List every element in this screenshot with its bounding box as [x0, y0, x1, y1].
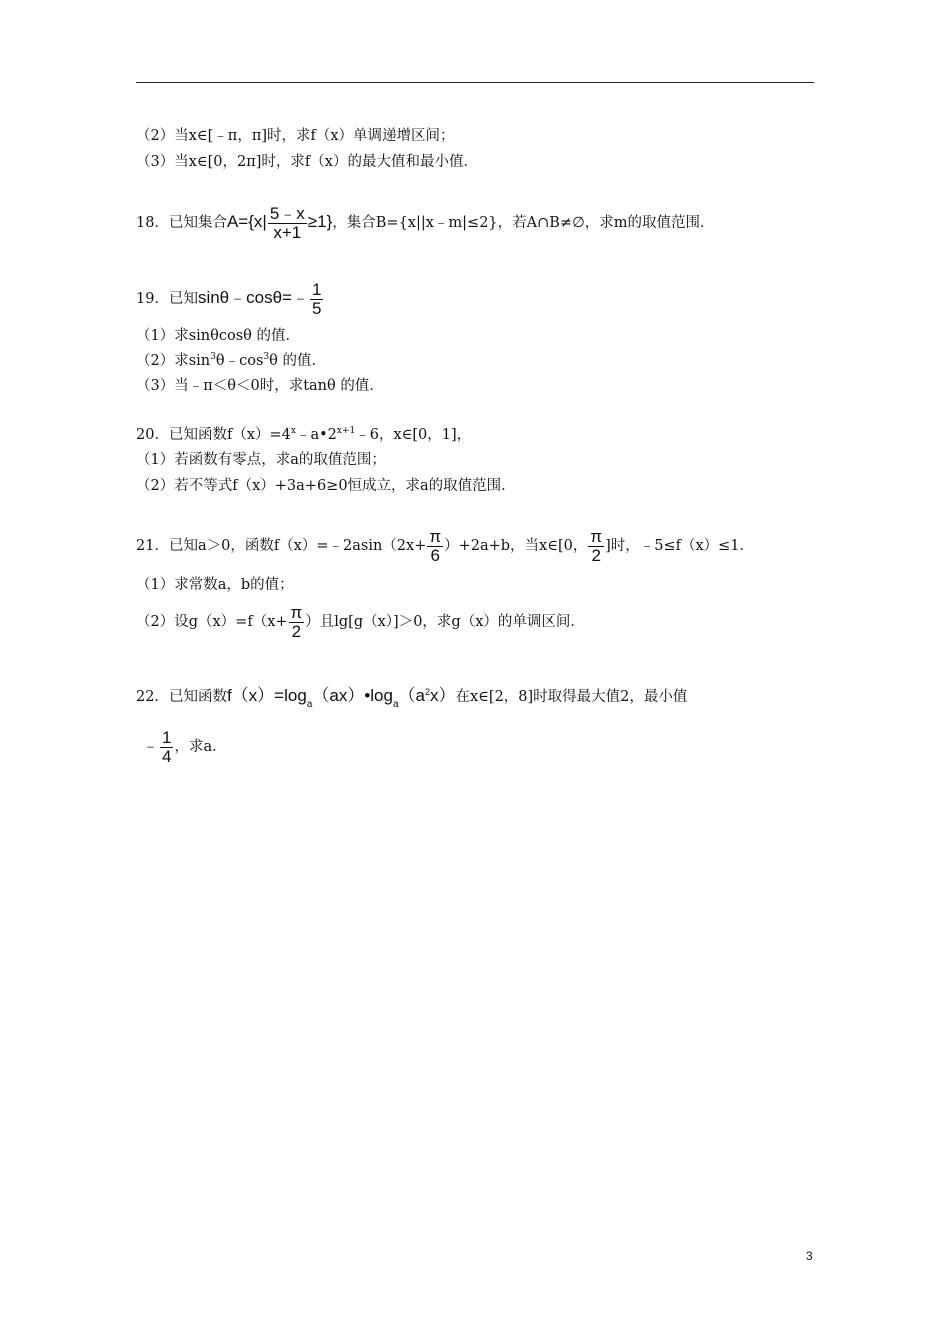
q21-frac1-num: π	[429, 526, 442, 546]
q21-stem-a: 21．已知a＞0，函数f（x）=﹣2asin（2x+	[136, 538, 427, 554]
q21-frac1-den: 6	[430, 545, 440, 565]
q19-part2-a: （2）求sin	[136, 353, 211, 369]
q22-line2	[142, 724, 227, 769]
q22-sub2: a	[392, 699, 399, 710]
q19-part2-sup2: 3	[263, 352, 270, 362]
q20-stem-c: ﹣6，x∈[0，1]，	[355, 427, 472, 443]
q18-fraction	[268, 205, 307, 242]
q19-frac-num: 1	[311, 279, 322, 299]
q20-stem-b: ﹣a•2	[295, 427, 337, 443]
q18-prefix: 18．已知集合	[136, 215, 227, 231]
q20-part2: （2）若不等式f（x）+3a+6≥0恒成立，求a的取值范围．	[136, 478, 516, 494]
q18-set-close: ≥1}	[307, 212, 333, 231]
page-number: 3	[806, 1249, 813, 1263]
q21-part2-fraction	[289, 604, 305, 641]
q22-expr-c: （a	[398, 686, 425, 705]
q19-expr: sinθ﹣cosθ=﹣	[197, 288, 309, 307]
q19-fraction	[310, 281, 323, 318]
q20-sup1: x	[290, 426, 296, 436]
q21-stem-c: ]时，﹣5≤f（x）≤1．	[605, 538, 755, 554]
q19-frac-den: 5	[311, 298, 322, 318]
q19-part1: （1）求sinθcosθ 的值．	[136, 328, 301, 344]
q21-part2-b: ）且lg[g（x）]＞0，求g（x）的单调区间．	[305, 614, 585, 630]
q22-stem	[136, 686, 687, 709]
q22-expr-a: f（x）=log	[226, 686, 307, 705]
q18-set-open: A={x|	[226, 212, 267, 231]
q21-part2-frac-den: 2	[291, 621, 302, 641]
q21-fraction-1	[427, 528, 443, 565]
q21-stem-b: ）+2a+b，当x∈[0，	[444, 538, 588, 554]
q20-stem	[136, 425, 471, 447]
q22-sup: 2	[424, 687, 430, 697]
q21-frac2-num: π	[590, 526, 603, 546]
q22-minus: ﹣	[142, 736, 159, 755]
q22-suffix: 在x∈[2，8]时取得最大值2，最小值	[455, 689, 688, 705]
q19-part2-sup1: 3	[210, 352, 216, 362]
q21-part2	[136, 602, 585, 642]
q22-frac-num: 1	[162, 727, 172, 747]
q18-frac-den: x+1	[273, 222, 302, 242]
header-rule	[136, 82, 814, 83]
q20-stem-a: 20．已知函数f（x）=4	[136, 427, 291, 443]
q21-stem	[136, 526, 754, 566]
q19-part2-b: θ﹣cos	[215, 353, 264, 369]
q19-stem	[136, 278, 324, 319]
q17-part2: （2）当x∈[﹣π，π]时，求f（x）单调递增区间；	[136, 128, 455, 144]
q19-part2	[136, 351, 326, 373]
q21-frac2-den: 2	[591, 545, 601, 565]
q19-prefix: 19．已知	[136, 291, 198, 307]
q18-stem	[136, 202, 714, 243]
q20-sup2: x+1	[336, 426, 356, 436]
q22-line2-suffix: ，求a．	[174, 739, 227, 755]
q22-expr-b: （ax）•log	[312, 686, 393, 705]
q20-part1: （1）若函数有零点，求a的取值范围；	[136, 452, 386, 468]
q22-expr-d: x）	[430, 686, 456, 705]
q18-frac-num: 5﹣x	[269, 203, 305, 223]
q21-part2-frac-num: π	[290, 602, 303, 622]
q19-part2-c: θ 的值．	[269, 353, 326, 369]
q21-part2-a: （2）设g（x）=f（x+	[136, 614, 288, 630]
q18-suffix: ，集合B={x||x﹣m|≤2}，若A∩B≠∅，求m的取值范围．	[332, 215, 715, 231]
q22-sub1: a	[306, 699, 313, 710]
q22-fraction	[160, 729, 173, 766]
q19-part3: （3）当﹣π＜θ＜0时，求tanθ 的值．	[136, 378, 384, 394]
q22-prefix: 22．已知函数	[136, 689, 227, 705]
q21-fraction-2	[588, 528, 604, 565]
q21-part1: （1）求常数a，b的值；	[136, 577, 294, 593]
q22-frac-den: 4	[162, 746, 172, 766]
q17-part3: （3）当x∈[0，2π]时，求f（x）的最大值和最小值．	[136, 154, 478, 170]
